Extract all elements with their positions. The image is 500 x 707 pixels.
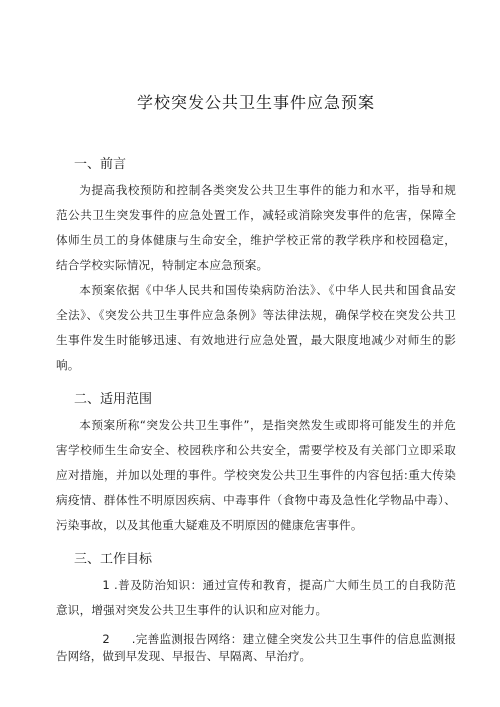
section-heading-goals: 三、工作目标 (74, 552, 153, 567)
paragraph: 本预案依据《中华人民共和国传染病防治法》、《中华人民共和国食品安全法》、《突发公共卫生事件应急条例》等法律法规，确保学校在突发公共卫生事件发生时能够迅速、有效地进行应急处置，最大限度地减少对师生的影响。 (56, 283, 456, 372)
item-text: .完善监测报告网络：建立健全突发公共卫生事件的信息监测报告网络，做到早发现、早报告、早隔离、早治疗。 (56, 632, 456, 663)
section-heading-preface: 一、前言 (74, 157, 127, 172)
section-heading-scope: 二、适用范围 (74, 392, 153, 407)
paragraph: 为提高我校预防和控制各类突发公共卫生事件的能力和水平，指导和规范公共卫生突发事件的应急处置工作，减轻或消除突发事件的危害，保障全体师生员工的身体健康与生命安全，维护学校正常的教学秩序和校园稳定，结合学校实际情况，特制定本应急预案。 (56, 183, 456, 272)
document-title: 学校突发公共卫生事件应急预案 (136, 93, 375, 112)
item-number: 1 (102, 578, 110, 592)
paragraph: 本预案所称“突发公共卫生事件”，是指突然发生或即将可能发生的并危害学校师生生命安全、校园秩序和公共安全，需要学校及有关部门立即采取应对措施，并加以处理的事件。学校突发公共卫生事件的内容包括:重大传染病疫情、群体性不明原因疾病、中毒事件（食物中毒及急性化学物品中毒）、污染事故，以及其他重大疑难及不明原因的健康危害事件。 (56, 418, 456, 532)
item-number: 2 (102, 632, 110, 646)
list-item (56, 573, 456, 623)
item-text: .普及防治知识：通过宣传和教育，提高广大师生员工的自我防范意识，增强对突发公共卫生事件的认识和应对能力。 (56, 578, 456, 617)
list-item (56, 631, 456, 665)
